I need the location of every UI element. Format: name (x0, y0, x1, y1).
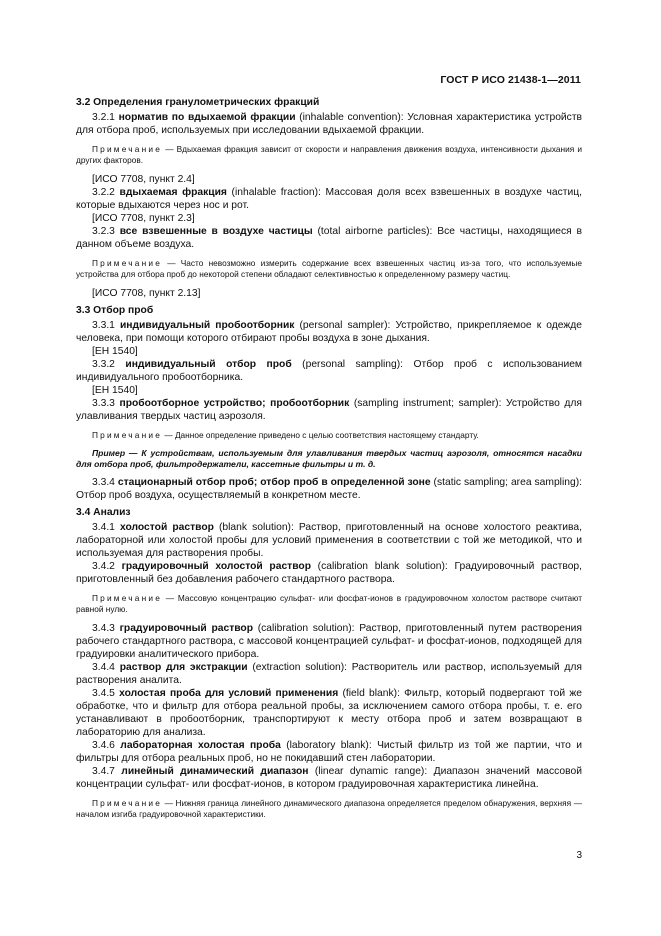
clause-number: 3.2.3 (92, 226, 120, 237)
definition-3-3-1 (76, 319, 582, 345)
note-text: — Вдыхаемая фракция зависит от скорости и направления движения воздуха, интенсивности дыхания и других факторов. (76, 144, 582, 165)
source-reference: [ИСО 7708, пункт 2.4] (92, 174, 195, 185)
term: лабораторная холостая проба (120, 740, 281, 751)
definition-3-3-2 (76, 358, 582, 384)
clause-number: 3.2.1 (92, 112, 119, 123)
source-reference: [ЕН 1540] (92, 385, 138, 396)
note-label: Примечание (92, 430, 163, 440)
clause-number: 3.3.1 (92, 320, 120, 331)
clause-number: 3.4.4 (92, 662, 120, 673)
definition-text: (blank solution): Раствор, приготовленный на основе холостого реактива, лабораторной или холостой пробы для условий применения в соответствии с той же методикой, что и используемая для растворения пробы. (76, 522, 582, 559)
definition-3-4-4 (76, 661, 582, 687)
definition-3-4-7 (76, 765, 582, 791)
term: все взвешенные в воздухе частицы (119, 226, 313, 237)
page-content (76, 96, 582, 827)
term: холостая проба для условий применения (119, 688, 339, 699)
note-text: — Часто невозможно измерить содержание всех взвешенных частиц из-за того, что используемые устройства для отбора проб до некоторой степени обладают селективностью к определенному размеру частиц. (76, 258, 582, 279)
source-reference: [ИСО 7708, пункт 2.3] (92, 213, 195, 224)
definition-text: (linear dynamic range): Диапазон значений массовой концентрации сульфат- или фосфат-ионов, в котором градуировочная характеристика линейна. (76, 766, 582, 790)
definition-text: (personal sampler): Устройство, прикрепляемое к одежде человека, при помощи которого отбирают пробы воздуха в зоне дыхания. (76, 320, 583, 344)
term: норматив по вдыхаемой фракции (118, 112, 296, 123)
note (76, 430, 582, 441)
example: Пример — К устройствам, используемым для улавливания твердых частиц аэрозоля, относятся насадки для отбора проб, фильтродержатели, кассетные фильтры и т. д. (76, 448, 582, 469)
note (76, 798, 582, 820)
definition-text: (field blank): Фильтр, который подвергают той же обработке, что и фильтр для отбора реальной пробы, за исключением самого отбора пробы, т. е. его устанавливают в пробоотборник, транспортируют к месту отбора проб и затем возвращают в лабораторию для анализа. (76, 688, 582, 738)
clause-number: 3.4.2 (92, 561, 122, 572)
definition-text: (sampling instrument; sampler): Устройство для улавливания твердых частиц аэрозоля. (76, 398, 583, 422)
definition-3-2-2 (76, 186, 582, 212)
section-heading-3-3: 3.3 Отбор проб (76, 305, 154, 316)
note-label: Примечание (92, 593, 163, 603)
note (76, 144, 582, 166)
term: вдыхаемая фракция (119, 187, 227, 198)
term: раствор для экстракции (119, 662, 248, 673)
note-label: Примечание (92, 258, 163, 268)
source-reference: [ЕН 1540] (92, 346, 138, 357)
source-reference: [ИСО 7708, пункт 2.13] (92, 288, 201, 299)
note-text: — Данное определение приведено с целью соответствия настоящему стандарту. (162, 430, 479, 440)
definition-3-3-3 (76, 397, 582, 423)
clause-number: 3.3.2 (92, 359, 126, 370)
term: индивидуальный пробоотборник (119, 320, 295, 331)
clause-number: 3.4.5 (92, 688, 120, 699)
term: пробоотборное устройство; пробоотборник (119, 398, 350, 409)
definition-3-4-1 (76, 521, 582, 560)
clause-number: 3.3.3 (92, 398, 120, 409)
term: холостой раствор (119, 522, 214, 533)
definition-text: (laboratory blank): Чистый фильтр из той же партии, что и фильтры для отбора реальных проб, но не покидавший стен лаборатории. (76, 740, 582, 764)
term: индивидуальный отбор проб (125, 359, 292, 370)
clause-number: 3.4.1 (92, 522, 120, 533)
page-number: 3 (576, 850, 582, 861)
section-heading-3-4: 3.4 Анализ (76, 507, 131, 518)
clause-number: 3.2.2 (92, 187, 120, 198)
note (76, 593, 582, 615)
definition-text: (total airborne particles): Все частицы, находящиеся в данном объеме воздуха. (76, 226, 582, 250)
note-label: Примечание (92, 144, 163, 154)
document-code: ГОСТ Р ИСО 21438-1—2011 (440, 74, 581, 86)
definition-text: (personal sampling): Отбор проб с использованием индивидуального пробоотборника. (76, 359, 583, 383)
clause-number: 3.3.4 (92, 477, 118, 488)
definition-text: (inhalable fraction): Массовая доля всех взвешенных в воздухе частиц, которые вдыхаются через нос и рот. (76, 187, 583, 211)
clause-number: 3.4.7 (92, 766, 122, 777)
note (76, 258, 582, 280)
note-text: — Массовую концентрацию сульфат- или фосфат-ионов в градуировочном холостом растворе считают равной нулю. (76, 593, 582, 614)
definition-3-2-1 (76, 111, 582, 137)
note-label: Примечание (92, 798, 163, 808)
note-text: — Нижняя граница линейного динамического диапазона определяется пределом обнаружения, верхняя — началом изгиба градуировочной характеристики. (76, 798, 582, 819)
definition-3-3-4 (76, 476, 582, 502)
definition-text: (calibration solution): Раствор, приготовленный путем растворения рабочего стандартного раствора, с массовой концентрацией сульфат- и фосфат-ионов, подходящей для градуировки аналитического прибора. (76, 623, 583, 660)
term: градуировочный холостой раствор (121, 561, 311, 572)
section-heading-3-2: 3.2 Определения гранулометрических фракций (76, 97, 320, 108)
definition-3-4-5 (76, 687, 582, 739)
definition-3-2-3 (76, 225, 582, 251)
definition-text: (static sampling; area sampling): Отбор проб воздуха, осуществляемый в конкретном месте. (76, 477, 582, 501)
term: стационарный отбор проб; отбор проб в определенной зоне (117, 477, 431, 488)
definition-text: (extraction solution): Растворитель или раствор, используемый для растворения аналита. (76, 662, 583, 686)
clause-number: 3.4.6 (92, 740, 121, 751)
definition-text: (inhalable convention): Условная характеристика устройств для отбора проб, используемых при исследовании вдыхаемой фракции. (76, 112, 583, 136)
term: линейный динамический диапазон (121, 766, 309, 777)
definition-text: (calibration blank solution): Градуировочный раствор, приготовленный без добавления рабочего стандартного раствора. (76, 561, 583, 585)
definition-3-4-2 (76, 560, 582, 586)
definition-3-4-6 (76, 739, 582, 765)
clause-number: 3.4.3 (92, 623, 120, 634)
term: градуировочный раствор (119, 623, 254, 634)
definition-3-4-3 (76, 622, 582, 661)
